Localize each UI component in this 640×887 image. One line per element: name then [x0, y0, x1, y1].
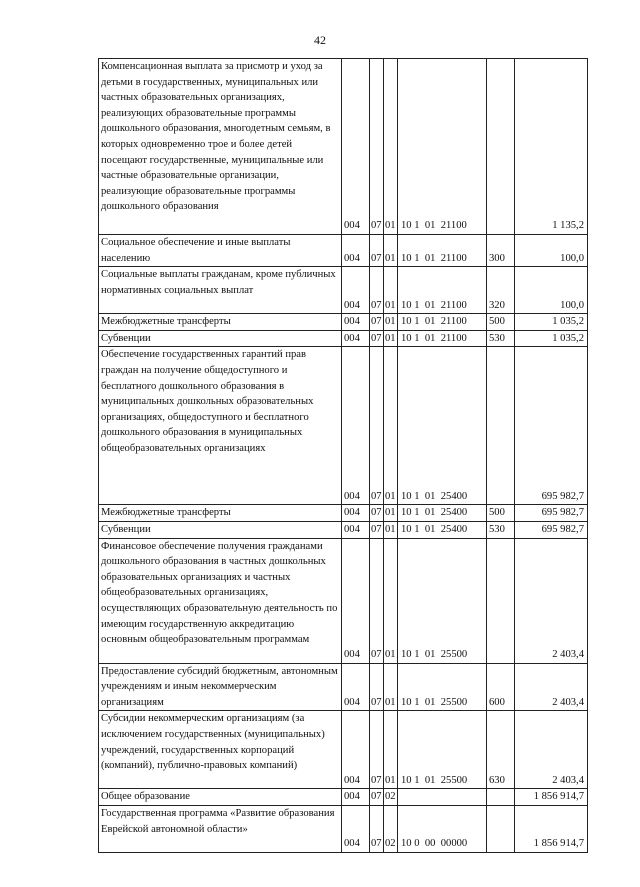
subsection-code: 01: [384, 663, 398, 711]
row-name: Межбюджетные трансферты: [99, 505, 342, 522]
page-number: 42: [314, 33, 326, 47]
grbs-code: 004: [342, 267, 370, 314]
target-article-code: 10 1 01 21100: [398, 235, 487, 267]
section-code: 07: [370, 663, 384, 711]
row-name: Финансовое обеспечение получения гражданами дошкольного образования в частных дошкольных образовательных организациях и частных общеобразовательных организациях, осуществляющих образовательную деятельность по имеющим государственную аккредитацию основным общеобразовательным программам: [99, 538, 342, 663]
target-article-code: 10 1 01 25400: [398, 347, 487, 505]
subsection-code: 01: [384, 521, 398, 538]
subsection-code: 01: [384, 505, 398, 522]
row-name: Субвенции: [99, 521, 342, 538]
table-row: [99, 314, 588, 331]
section-code: 07: [370, 314, 384, 331]
target-article-code: 10 1 01 25500: [398, 538, 487, 663]
amount: 1 856 914,7: [515, 789, 588, 806]
table-row: [99, 711, 588, 789]
section-code: 07: [370, 711, 384, 789]
row-name: Социальные выплаты гражданам, кроме публичных нормативных социальных выплат: [99, 267, 342, 314]
amount: 1 035,2: [515, 330, 588, 347]
subsection-code: 01: [384, 347, 398, 505]
expense-type-code: 300: [487, 235, 515, 267]
target-article-code: 10 1 01 21100: [398, 59, 487, 235]
target-article-code: [398, 789, 487, 806]
subsection-code: 01: [384, 711, 398, 789]
row-name: Общее образование: [99, 789, 342, 806]
grbs-code: 004: [342, 805, 370, 852]
row-name: Межбюджетные трансферты: [99, 314, 342, 331]
expense-type-code: 500: [487, 314, 515, 331]
row-name: Социальное обеспечение и иные выплаты населению: [99, 235, 342, 267]
subsection-code: 02: [384, 789, 398, 806]
section-code: 07: [370, 505, 384, 522]
target-article-code: 10 1 01 25400: [398, 521, 487, 538]
section-code: 07: [370, 805, 384, 852]
amount: 2 403,4: [515, 663, 588, 711]
row-name: Субвенции: [99, 330, 342, 347]
amount: 695 982,7: [515, 505, 588, 522]
target-article-code: 10 1 01 25400: [398, 505, 487, 522]
amount: 1 135,2: [515, 59, 588, 235]
target-article-code: 10 1 01 25500: [398, 711, 487, 789]
grbs-code: 004: [342, 789, 370, 806]
target-article-code: 10 1 01 21100: [398, 314, 487, 331]
target-article-code: 10 0 00 00000: [398, 805, 487, 852]
section-code: 07: [370, 538, 384, 663]
table-row: [99, 505, 588, 522]
grbs-code: 004: [342, 505, 370, 522]
grbs-code: 004: [342, 235, 370, 267]
expense-type-code: [487, 347, 515, 505]
row-name: Предоставление субсидий бюджетным, автономным учреждениям и иным некоммерческим организациям: [99, 663, 342, 711]
expense-type-code: 530: [487, 330, 515, 347]
table-row: [99, 789, 588, 806]
subsection-code: 01: [384, 235, 398, 267]
amount: 695 982,7: [515, 521, 588, 538]
table-row: [99, 805, 588, 852]
table-row: [99, 521, 588, 538]
target-article-code: 10 1 01 21100: [398, 330, 487, 347]
expense-type-code: [487, 805, 515, 852]
row-name: Компенсационная выплата за присмотр и уход за детьми в государственных, муниципальных или частных образовательных организациях, реализующих образовательные программы дошкольного образования, многодетным семьям, в которых одновременно трое и более детей посещают государственные, муниципальные или частные образовательные организации, реализующие образовательные программы дошкольного образования: [99, 59, 342, 235]
amount: 100,0: [515, 267, 588, 314]
amount: 100,0: [515, 235, 588, 267]
expense-type-code: 600: [487, 663, 515, 711]
grbs-code: 004: [342, 538, 370, 663]
budget-table: [98, 58, 588, 853]
amount: 2 403,4: [515, 711, 588, 789]
grbs-code: 004: [342, 59, 370, 235]
expense-type-code: 320: [487, 267, 515, 314]
section-code: 07: [370, 235, 384, 267]
grbs-code: 004: [342, 347, 370, 505]
row-name: Государственная программа «Развитие образования Еврейской автономной области»: [99, 805, 342, 852]
section-code: 07: [370, 330, 384, 347]
table-row: [99, 538, 588, 663]
expense-type-code: 500: [487, 505, 515, 522]
subsection-code: 01: [384, 330, 398, 347]
table-row: [99, 267, 588, 314]
subsection-code: 01: [384, 59, 398, 235]
expense-type-code: 530: [487, 521, 515, 538]
section-code: 07: [370, 521, 384, 538]
amount: 695 982,7: [515, 347, 588, 505]
target-article-code: 10 1 01 21100: [398, 267, 487, 314]
table-row: [99, 347, 588, 505]
section-code: 07: [370, 59, 384, 235]
amount: 1 856 914,7: [515, 805, 588, 852]
table-row: [99, 330, 588, 347]
table-row: [99, 59, 588, 235]
row-name: Субсидии некоммерческим организациям (за исключением государственных (муниципальных) учреждений, государственных корпораций (компаний), публично-правовых компаний): [99, 711, 342, 789]
amount: 2 403,4: [515, 538, 588, 663]
amount: 1 035,2: [515, 314, 588, 331]
section-code: 07: [370, 347, 384, 505]
section-code: 07: [370, 267, 384, 314]
target-article-code: 10 1 01 25500: [398, 663, 487, 711]
grbs-code: 004: [342, 521, 370, 538]
subsection-code: 01: [384, 538, 398, 663]
expense-type-code: [487, 59, 515, 235]
expense-type-code: 630: [487, 711, 515, 789]
expense-type-code: [487, 538, 515, 663]
table-row: [99, 235, 588, 267]
table-row: [99, 663, 588, 711]
grbs-code: 004: [342, 663, 370, 711]
grbs-code: 004: [342, 314, 370, 331]
section-code: 07: [370, 789, 384, 806]
subsection-code: 01: [384, 314, 398, 331]
subsection-code: 01: [384, 267, 398, 314]
grbs-code: 004: [342, 711, 370, 789]
subsection-code: 02: [384, 805, 398, 852]
grbs-code: 004: [342, 330, 370, 347]
expense-type-code: [487, 789, 515, 806]
row-name: Обеспечение государственных гарантий прав граждан на получение общедоступного и бесплатного дошкольного образования в муниципальных дошкольных образовательных организациях, общедоступного и бесплатного дошкольного образования в муниципальных общеобразовательных организациях: [99, 347, 342, 505]
